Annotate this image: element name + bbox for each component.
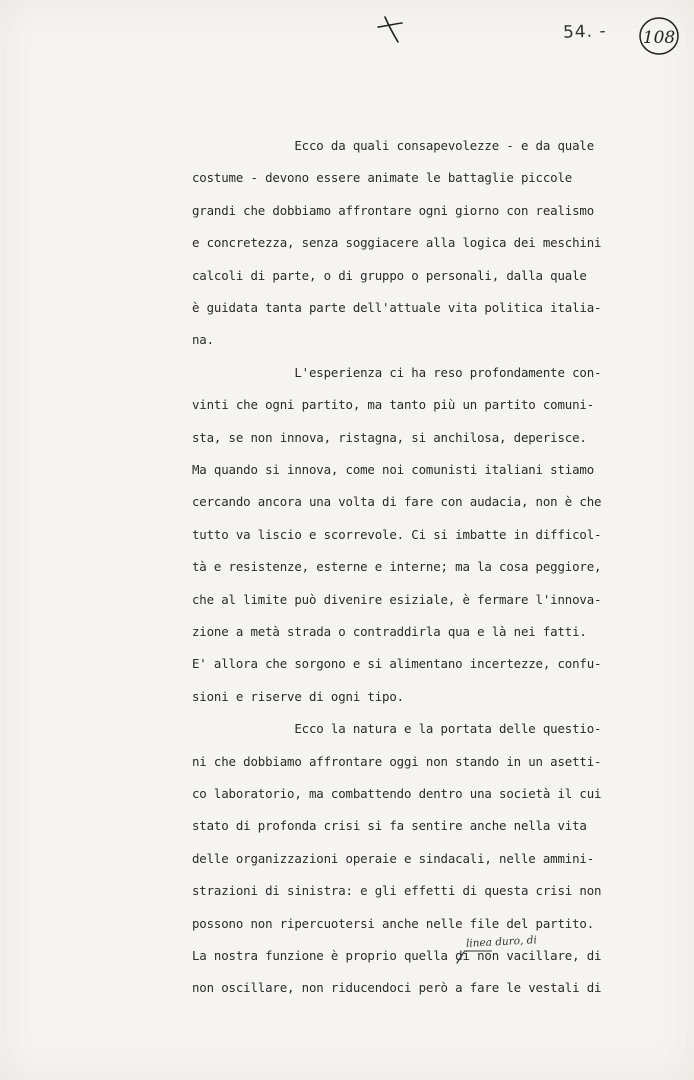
text-line: cercando ancora una volta di fare con audacia, non è che <box>192 494 602 510</box>
text-line: Ecco da quali consapevolezze - e da quale <box>192 138 595 153</box>
text-line: delle organizzazioni operaie e sindacali, nelle ammini- <box>192 850 595 866</box>
text-line: possono non ripercuotersi anche nelle file del partito. <box>192 915 595 931</box>
handwritten-cross-mark <box>372 12 408 48</box>
text-line: L'esperienza ci ha reso profondamente con- <box>192 364 602 380</box>
text-line: grandi che dobbiamo affrontare ogni giorno con realismo <box>192 202 595 218</box>
text-line: che al limite può divenire esiziale, è fermare l'innova- <box>192 591 602 607</box>
text-line: strazioni di sinistra: e gli effetti di questa crisi non <box>192 883 602 899</box>
text-line: tutto va liscio e scorrevole. Ci si imbatte in difficol- <box>192 526 602 542</box>
text-line: sioni e riserve di ogni tipo. <box>192 688 404 704</box>
text-line: zione a metà strada o contraddirla qua e là nei fatti. <box>192 624 587 639</box>
text-line: non oscillare, non riducendoci però a fare le vestali di <box>192 980 602 996</box>
text-line: E' allora che sorgono e si alimentano incertezze, confu- <box>192 656 602 672</box>
text-line: costume - devono essere animate le battaglie piccole <box>192 170 573 186</box>
circled-page-number <box>637 14 681 58</box>
text-line: calcoli di parte, o di gruppo o personali, dalla quale <box>192 267 587 283</box>
page-number: 54. - <box>562 21 607 43</box>
text-line: La nostra funzione è proprio quella di non vacillare, di <box>192 948 602 963</box>
text-line: co laboratorio, ma combattendo dentro una società il cui <box>192 786 602 801</box>
text-line: Ecco la natura e la portata delle questio- <box>192 721 602 737</box>
circle-mark <box>637 14 681 58</box>
text-line: Ma quando si innova, come noi comunisti italiani stiamo <box>192 462 595 477</box>
text-line: vinti che ogni partito, ma tanto più un partito comuni- <box>192 397 595 413</box>
text-line: sta, se non innova, ristagna, si anchilosa, deperisce. <box>192 429 587 445</box>
text-line: tà e resistenze, esterne e interne; ma la cosa peggiore, <box>192 559 602 575</box>
handwritten-insertion: linea duro, di <box>465 934 538 950</box>
text-line: è guidata tanta parte dell'attuale vita politica italia- <box>192 300 602 315</box>
circled-page-number-text: 108 <box>642 28 676 48</box>
text-line: e concretezza, senza soggiacere alla logica dei meschini <box>192 235 602 251</box>
text-line: ni che dobbiamo affrontare oggi non stando in un asetti- <box>192 753 602 769</box>
text-line: stato di profonda crisi si fa sentire anche nella vita <box>192 818 587 834</box>
text-line: na. <box>192 332 214 348</box>
